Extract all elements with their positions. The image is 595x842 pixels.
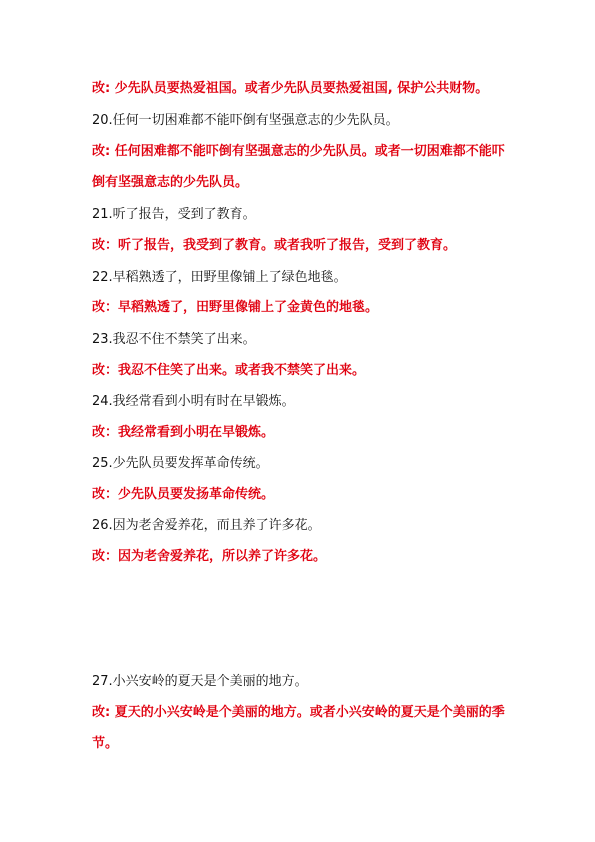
answer-20: 改: 任何困难都不能吓倒有坚强意志的少先队员。或者一切困难都不能吓倒有坚强意志的少先队员。 (92, 144, 505, 190)
answer-19: 改: 少先队员要热爱祖国。或者少先队员要热爱祖国, 保护公共财物。 (92, 81, 489, 96)
answer-26: 改：因为老舍爱养花，所以养了许多花。 (92, 549, 327, 564)
answer-25: 改：少先队员要发扬革命传统。 (92, 487, 275, 502)
question-26: 26.因为老舍爱养花，而且养了许多花。 (92, 518, 321, 533)
answer-24: 改：我经常看到小明在早锻炼。 (92, 425, 275, 440)
answer-23: 改：我忍不住笑了出来。或者我不禁笑了出来。 (92, 363, 366, 378)
answer-21: 改：听了报告，我受到了教育。或者我听了报告，受到了教育。 (92, 238, 457, 253)
question-21: 21.听了报告，受到了教育。 (92, 207, 256, 222)
question-20: 20.任何一切困难都不能吓倒有坚强意志的少先队员。 (92, 113, 399, 128)
question-23: 23.我忍不住不禁笑了出来。 (92, 332, 256, 347)
answer-22: 改：早稻熟透了，田野里像铺上了金黄色的地毯。 (92, 300, 379, 315)
question-27: 27.小兴安岭的夏天是个美丽的地方。 (92, 674, 308, 689)
question-22: 22.早稻熟透了，田野里像铺上了绿色地毯。 (92, 270, 347, 285)
answer-27: 改: 夏天的小兴安岭是个美丽的地方。或者小兴安岭的夏天是个美丽的季节。 (92, 705, 505, 751)
question-25: 25.少先队员要发挥革命传统。 (92, 456, 269, 471)
question-24: 24.我经常看到小明有时在早锻炼。 (92, 394, 295, 409)
